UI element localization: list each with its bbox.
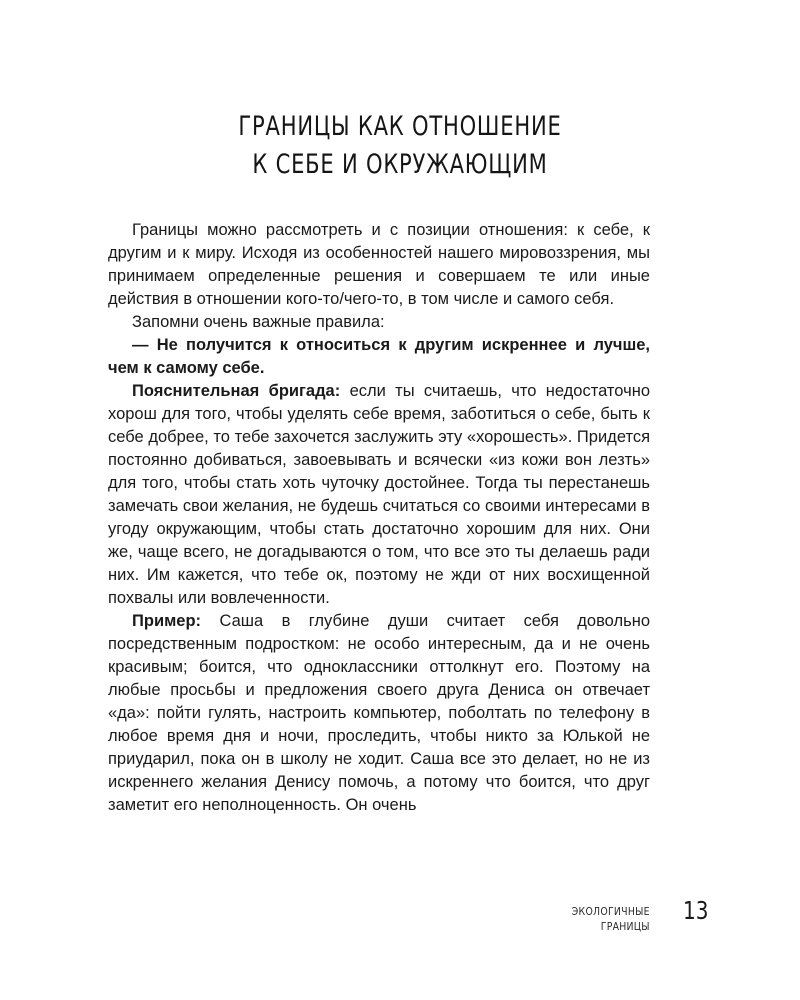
paragraph-rule-1	[108, 334, 650, 380]
example-text: Саша в глубине души считает себя довольно посредственным подростком: не особо интересным, да и не очень красивым; боится, что одноклассники оттолкнут его. Поэтому на любые просьбы и предложения своего друга Дениса он отвечает «да»: пойти гулять, настроить компьютер, поболтать по телефону в любое время дня и ночи, проследить, чтобы никто за Юлькой не приударил, пока он в школу не ходит. Саша все это делает, но не из искреннего желания Денису помочь, а потому что боится, что друг заметит его неполноценность. Он очень	[108, 612, 650, 814]
chapter-title-line-2: К СЕБЕ И ОКРУЖАЮЩИМ	[252, 149, 548, 180]
explanation-label: Пояснительная бригада:	[132, 382, 341, 400]
chapter-title-line-1: ГРАНИЦЫ КАК ОТНОШЕНИЕ	[238, 111, 562, 142]
footer-section-line-1: ЭКОЛОГИЧНЫЕ	[571, 905, 650, 918]
running-footer-section	[572, 904, 650, 934]
footer-section-line-2: ГРАНИЦЫ	[600, 920, 650, 933]
paragraph-intro: Границы можно рассмотреть и с позиции отношения: к себе, к другим и к миру. Исходя из особенностей нашего мировоззрения, мы принимаем определенные решения и совершаем те или иные действия в отношении кого-то/чего-то, в том числе и самого себя.	[108, 221, 650, 308]
paragraph-explanation	[108, 380, 650, 610]
example-label: Пример:	[132, 612, 202, 630]
body-text	[108, 219, 650, 817]
page-number: 13	[683, 896, 709, 925]
paragraph-rules-lead: Запомни очень важные правила:	[132, 313, 385, 331]
chapter-title	[88, 108, 712, 184]
explanation-text: если ты считаешь, что недостаточно хорош для того, чтобы уделять себе время, заботиться о себе, быть к себе добрее, то тебе захочется заслужить эту «хорошесть». Придется постоянно добиваться, завоевывать и всячески «из кожи вон лезть» для того, чтобы стать хоть чуточку достойнее. Тогда ты перестанешь замечать свои желания, не будешь считаться со своими интересами в угоду окружающим, чтобы стать достаточно хорошим для них. Они же, чаще всего, не догадываются о том, что все это ты делаешь ради них. Им кажется, что тебе ок, поэтому не жди от них восхищенной похвалы или вовлеченности.	[108, 382, 650, 607]
paragraph-example	[108, 610, 650, 817]
rule-1-text: — Не получится к относиться к другим искреннее и лучше, чем к самому себе.	[108, 336, 650, 377]
